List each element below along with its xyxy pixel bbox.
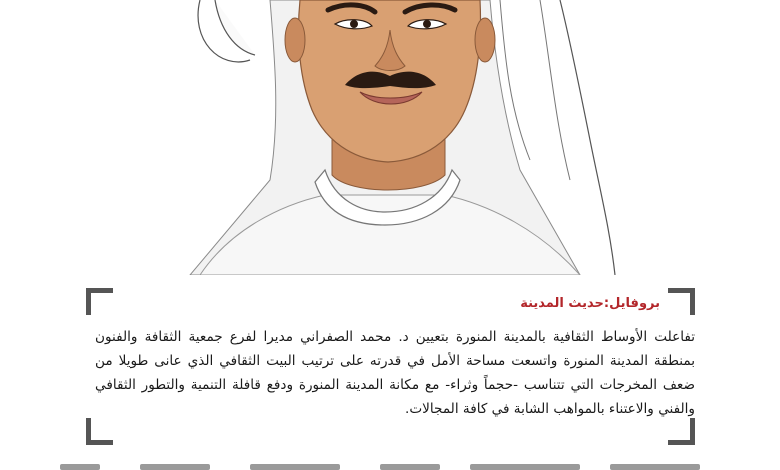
portrait-illustration [160,0,620,275]
frame-corner-top-left [86,288,113,315]
article-body: تفاعلت الأوساط الثقافية بالمدينة المنورة بتعيين د. محمد الصفراني مديرا لفرع جمعية الثقافة والفنون بمنطقة المدينة المنورة واتسعت مساحة الأمل في قدرته على ترتيب البيت الثقافي الذي عانى طويلا من ضعف المخرجات التي تتناسب -حجماً وثراء- مع مكانة المدينة المنورة ودفع قافلة التنمية والتطور الثقافي والفني والاعتناء بالمواهب الشابة في كافة المجالات. [95,329,695,417]
article-label: بروفايل:حديث المدينة [520,296,660,311]
frame-corner-bottom-right [668,418,695,445]
frame-corner-bottom-left [86,418,113,445]
frame-corner-top-right [668,288,695,315]
cut-off-next-line [0,458,780,470]
